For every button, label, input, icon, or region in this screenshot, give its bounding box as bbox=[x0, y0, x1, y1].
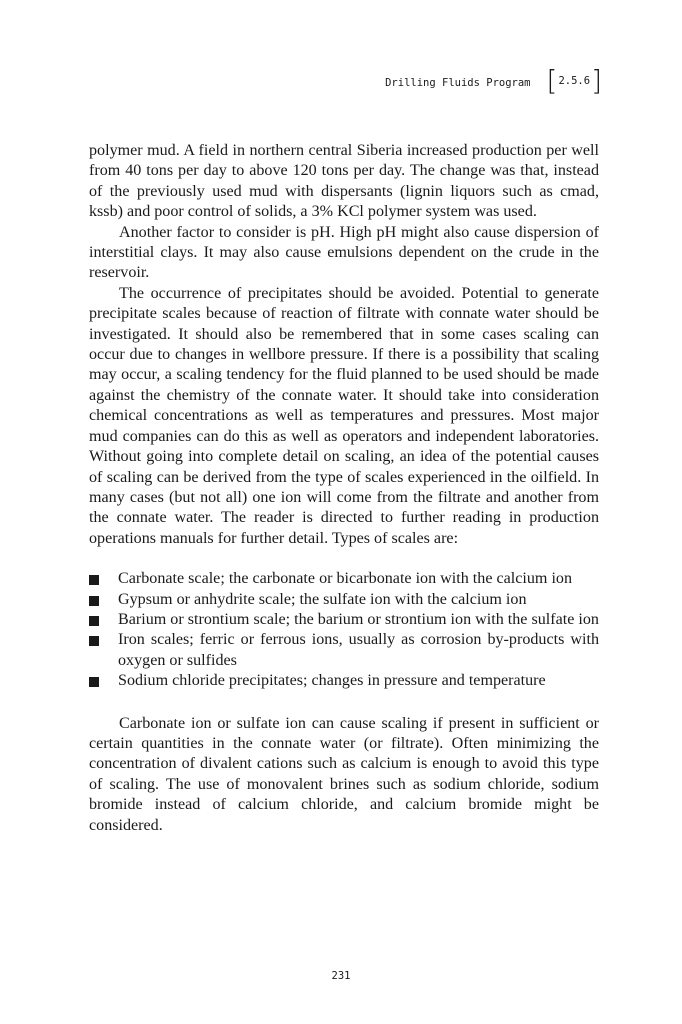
section-number: 2.5.6 bbox=[558, 75, 591, 87]
paragraph-4: Carbonate ion or sulfate ion can cause scaling if present in sufficient or certain quantities in the connate water (or filtrate). Often minimizing the concentration of divalent cations such as calcium is enough to avoid this type of scaling. The use of monovalent brines such as sodium chloride, sodium bromide instead of calcium chloride, and calcium bromide might be considered. bbox=[89, 714, 599, 834]
running-title: Drilling Fluids Program bbox=[385, 76, 531, 89]
list-item-text: Iron scales; ferric or ferrous ions, usually as corrosion by-products with oxygen or sulfides bbox=[118, 631, 599, 669]
list-item bbox=[89, 590, 599, 610]
list-item-text: Barium or strontium scale; the barium or strontium ion with the sulfate ion bbox=[118, 610, 599, 628]
square-bullet-icon bbox=[89, 636, 99, 646]
body-text bbox=[89, 141, 599, 836]
square-bullet-icon bbox=[89, 616, 99, 626]
square-bullet-icon bbox=[89, 677, 99, 687]
paragraph-1: polymer mud. A field in northern central Siberia increased production per well from 40 tons per day to above 120 tons per day. The change was that, instead of the previously used mud with dispersants (lignin liquors such as cmad, kssb) and poor control of solids, a 3% KCl polymer system was used. bbox=[89, 142, 599, 221]
list-item-text: Sodium chloride precipitates; changes in pressure and temperature bbox=[118, 672, 546, 690]
list-item-text: Gypsum or anhydrite scale; the sulfate ion with the calcium ion bbox=[118, 590, 527, 608]
scale-types-list bbox=[89, 569, 599, 691]
paragraph-3: The occurrence of precipitates should be avoided. Potential to generate precipitate scales because of reaction of filtrate with connate water should be investigated. It should also be remembered that in some cases scaling can occur due to changes in wellbore pressure. If there is a possibility that scaling may occur, a scaling tendency for the fluid planned to be used should be made against the chemistry of the connate water. It should take into consideration chemical concentrations as well as temperatures and pressures. Most major mud companies can do this as well as operators and independent laboratories. Without going into complete detail on scaling, an idea of the potential causes of scaling can be derived from the type of scales experienced in the oilfield. In many cases (but not all) one ion will come from the filtrate and another from the connate water. The reader is directed to further reading in production operations manuals for further detail. Types of scales are: bbox=[89, 284, 599, 547]
right-bracket-icon: ] bbox=[591, 64, 602, 97]
running-head bbox=[0, 66, 602, 96]
list-item-text: Carbonate scale; the carbonate or bicarbonate ion with the calcium ion bbox=[118, 570, 573, 588]
list-item bbox=[89, 630, 599, 671]
left-bracket-icon: [ bbox=[546, 64, 558, 97]
list-item bbox=[89, 569, 599, 589]
section-marker bbox=[546, 64, 602, 97]
page-number: 231 bbox=[331, 970, 351, 982]
square-bullet-icon bbox=[89, 575, 99, 585]
list-item bbox=[89, 671, 599, 691]
list-item bbox=[89, 610, 599, 630]
square-bullet-icon bbox=[89, 596, 99, 606]
paragraph-2: Another factor to consider is pH. High pH might also cause dispersion of interstitial clays. It may also cause emulsions dependent on the crude in the reservoir. bbox=[89, 223, 599, 282]
